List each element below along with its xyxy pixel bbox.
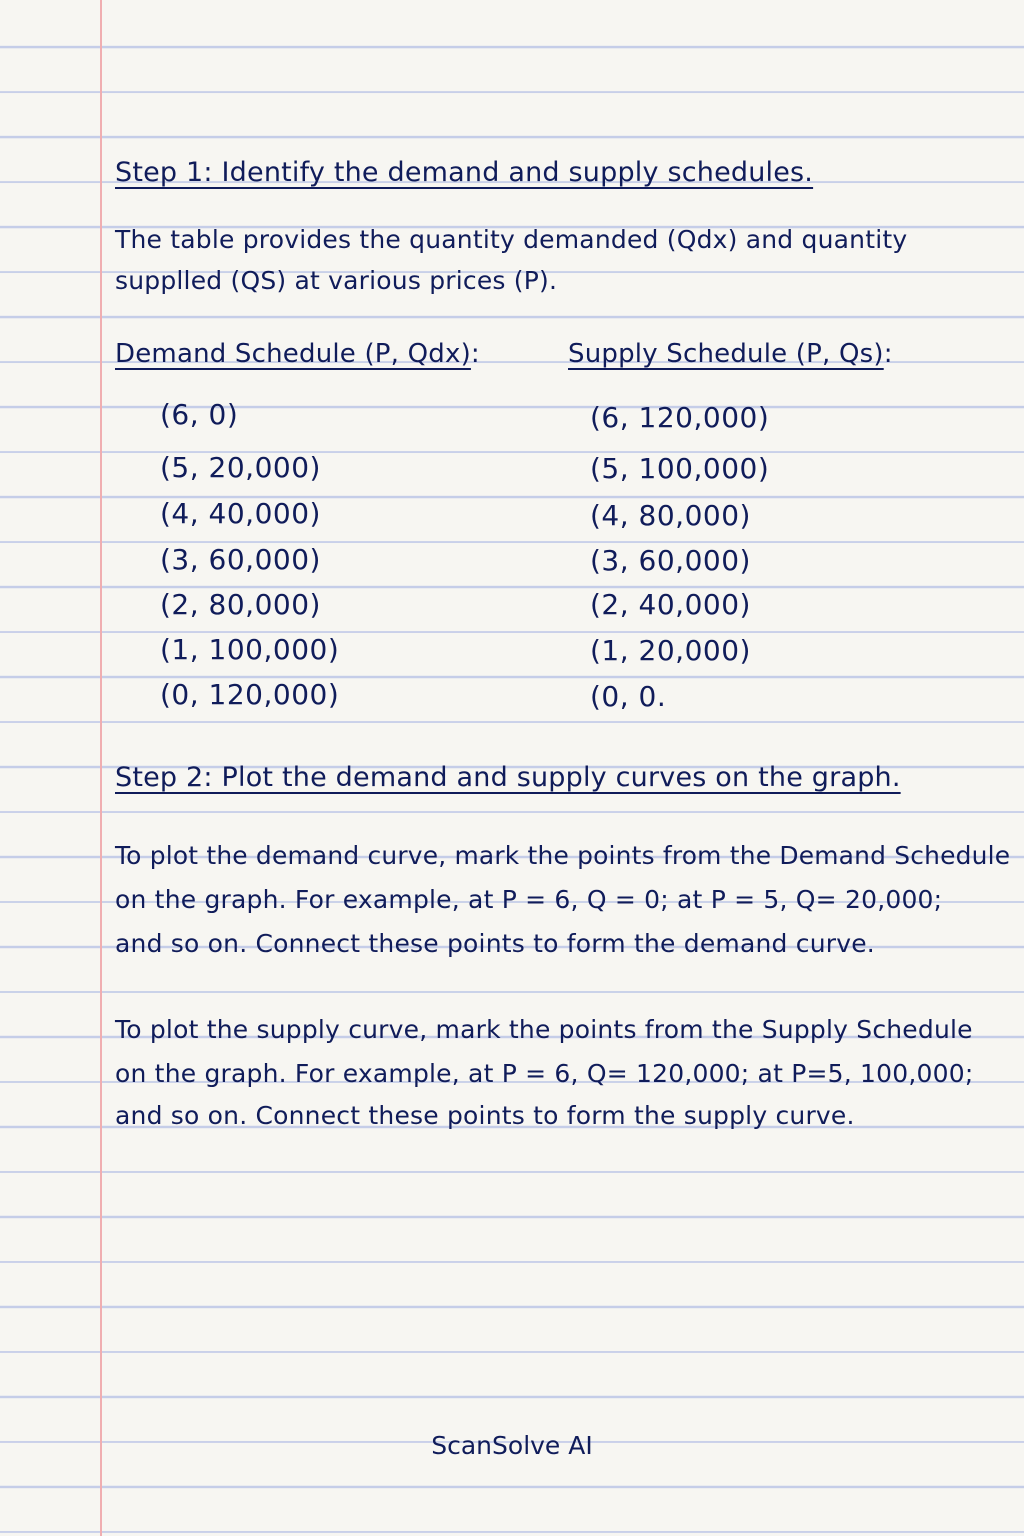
step2-para1-line-2: on the graph. For example, at P = 6, Q = 0; at P = 5, Q= 20,000; xyxy=(115,885,943,914)
step1-line-1: The table provides the quantity demanded (Qdx) and quantity xyxy=(115,225,908,254)
step2-para2-line-2: on the graph. For example, at P = 6, Q= 120,000; at P=5, 100,000; xyxy=(115,1059,974,1088)
supply-row: (6, 120,000) xyxy=(590,401,770,434)
supply-row: (3, 60,000) xyxy=(590,544,751,577)
demand-row: (1, 100,000) xyxy=(160,633,340,666)
step2-para1-line-3: and so on. Connect these points to form the demand curve. xyxy=(115,929,875,958)
demand-schedule-title: Demand Schedule (P, Qdx) xyxy=(115,339,471,369)
step2-para1-line-1: To plot the demand curve, mark the points from the Demand Schedule xyxy=(115,841,1011,870)
demand-row: (6, 0) xyxy=(160,398,239,431)
demand-schedule-heading xyxy=(115,339,480,369)
footer-brand: ScanSolve AI xyxy=(431,1431,593,1460)
demand-row: (3, 60,000) xyxy=(160,543,321,576)
demand-row: (0, 120,000) xyxy=(160,678,340,711)
margin-line xyxy=(100,0,102,1536)
supply-schedule-title: Supply Schedule (P, Qs) xyxy=(568,339,884,369)
demand-row: (2, 80,000) xyxy=(160,588,321,621)
demand-schedule-colon: : xyxy=(470,339,480,369)
supply-row: (0, 0. xyxy=(590,680,667,713)
demand-row: (4, 40,000) xyxy=(160,497,321,530)
supply-row: (2, 40,000) xyxy=(590,588,751,621)
supply-schedule-heading xyxy=(568,339,893,369)
supply-row: (1, 20,000) xyxy=(590,634,751,667)
step1-line-2: supplled (QS) at various prices (P). xyxy=(115,266,558,295)
step2-para2-line-1: To plot the supply curve, mark the points from the Supply Schedule xyxy=(115,1015,973,1044)
step1-heading: Step 1: Identify the demand and supply schedules. xyxy=(115,157,814,188)
step2-para2-line-3: and so on. Connect these points to form the supply curve. xyxy=(115,1101,855,1130)
supply-row: (5, 100,000) xyxy=(590,452,770,485)
demand-row: (5, 20,000) xyxy=(160,451,321,484)
step2-heading: Step 2: Plot the demand and supply curves on the graph. xyxy=(115,762,901,793)
supply-schedule-colon: : xyxy=(883,339,893,369)
supply-row: (4, 80,000) xyxy=(590,499,751,532)
